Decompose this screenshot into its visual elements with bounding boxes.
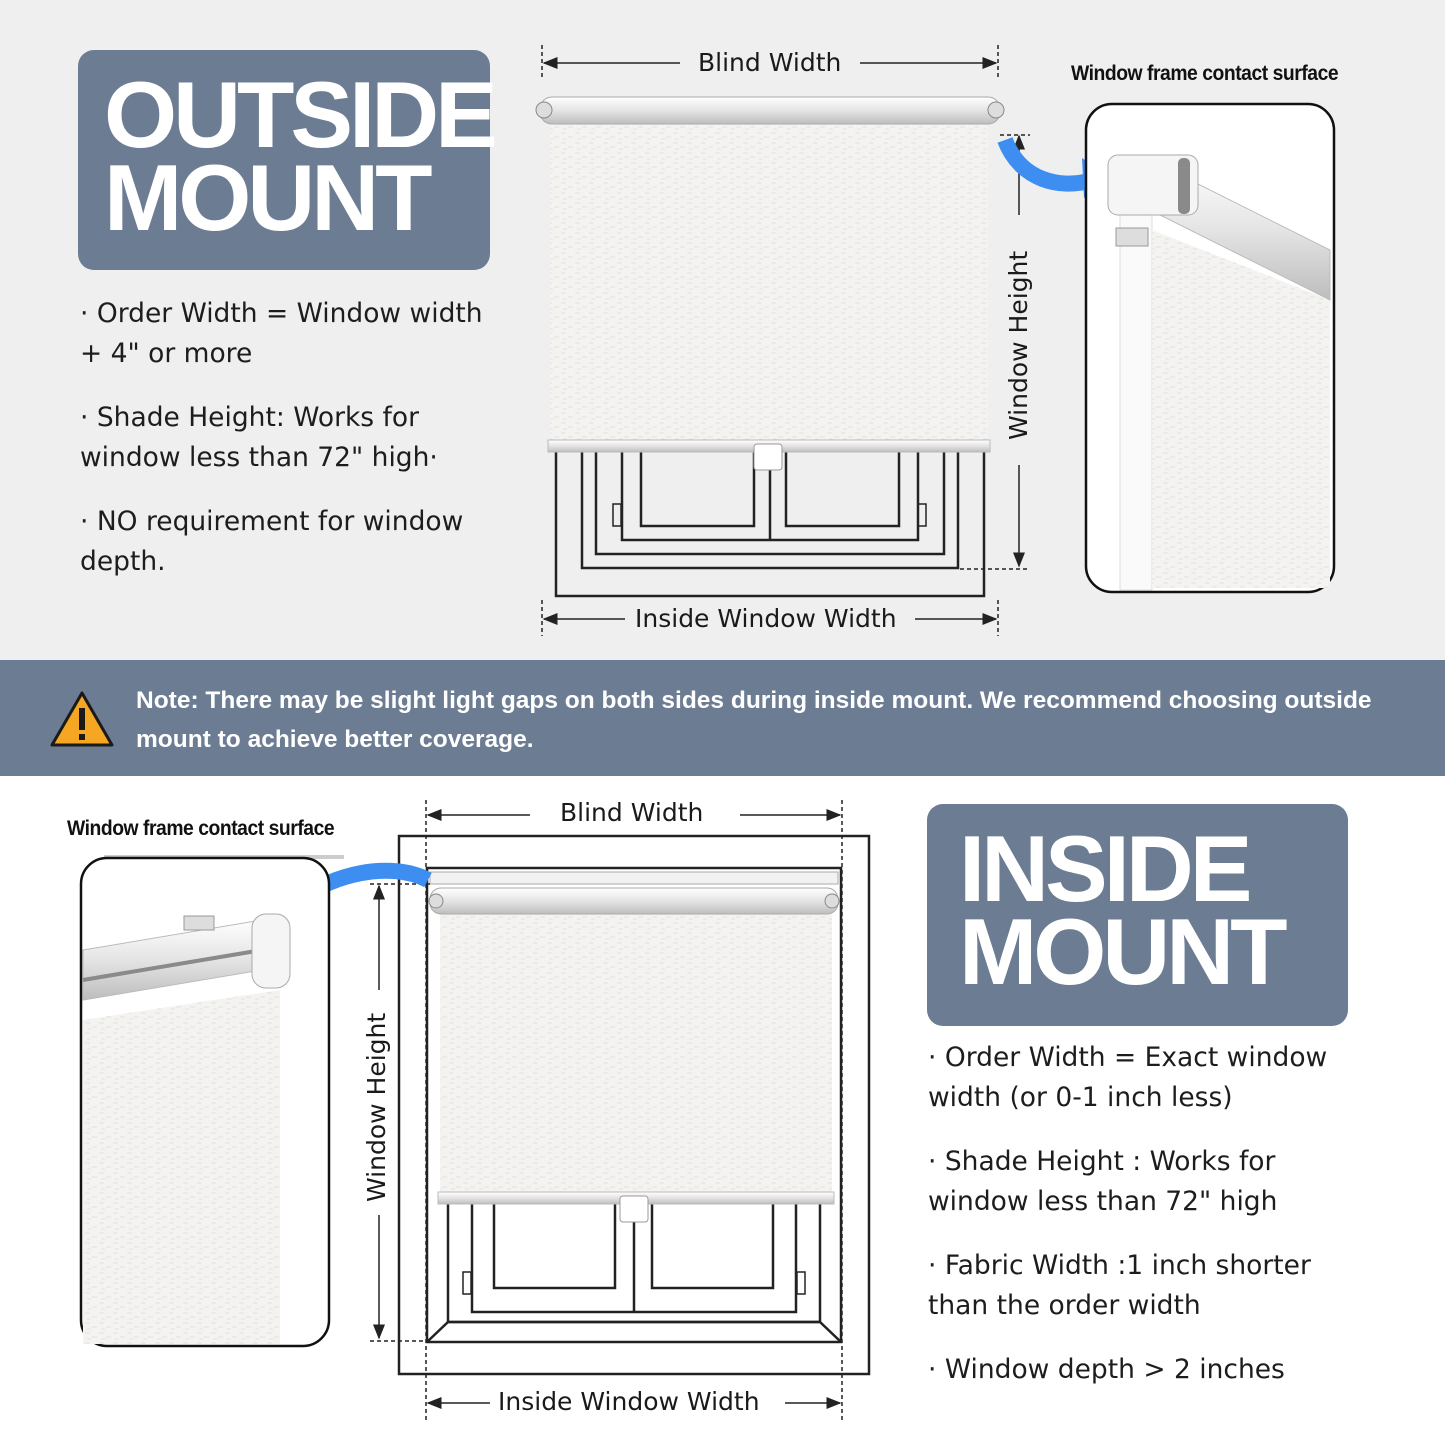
badge-title-line2: MOUNT (104, 144, 429, 250)
bullet-item: · Window depth > 2 inches (928, 1354, 1285, 1385)
outside-window-height-label: Window Height (1004, 250, 1033, 440)
inside-shade-fabric (440, 912, 832, 1194)
note-text: Note: There may be slight light gaps on both sides during inside mount. We recommend choosing outside mount to achieve better coverage. (136, 687, 1372, 753)
inside-window-height-label: Window Height (362, 1012, 391, 1202)
inside-mount-badge (927, 804, 1348, 1026)
bullet-item: · NO requirement for window depth. (80, 506, 464, 577)
bullet-item: · Shade Height : Works for window less than 72" high (928, 1146, 1278, 1217)
inside-zoom-inset (81, 855, 344, 1346)
outside-inside-window-width-label: Inside Window Width (635, 604, 897, 633)
outside-roller-tube (540, 97, 1000, 124)
outside-pull-tab (754, 444, 782, 470)
inside-inside-window-width-label: Inside Window Width (498, 1387, 760, 1416)
inside-blind-width-label: Blind Width (560, 798, 704, 827)
outside-window-frame (556, 450, 984, 596)
badge-title-line1: INSIDE (959, 816, 1249, 921)
bullet-item: · Shade Height: Works for window less than 72" high· (80, 402, 438, 473)
inside-roller-tube (430, 888, 838, 914)
warning-triangle-icon (50, 690, 114, 748)
outside-blind-width-label: Blind Width (698, 48, 842, 77)
bullet-item: · Order Width = Exact window width (or 0-1 inch less) (928, 1042, 1328, 1113)
badge-title-line1: OUTSIDE (104, 62, 494, 167)
inside-frame-contact-label: Window frame contact surface (67, 817, 335, 840)
bullet-item: · Order Width = Window width + 4" or more (80, 298, 483, 369)
outside-shade-fabric (550, 120, 988, 450)
bullet-item: · Fabric Width :1 inch shorter than the order width (928, 1250, 1311, 1321)
inside-mount-bullets (928, 1038, 1348, 1414)
badge-title-line2: MOUNT (959, 898, 1284, 1004)
outside-pointer-arrow-icon (1005, 140, 1092, 184)
outside-frame-contact-label: Window frame contact surface (1071, 62, 1339, 85)
inside-pull-tab (620, 1196, 648, 1222)
outside-zoom-inset (1086, 104, 1334, 592)
